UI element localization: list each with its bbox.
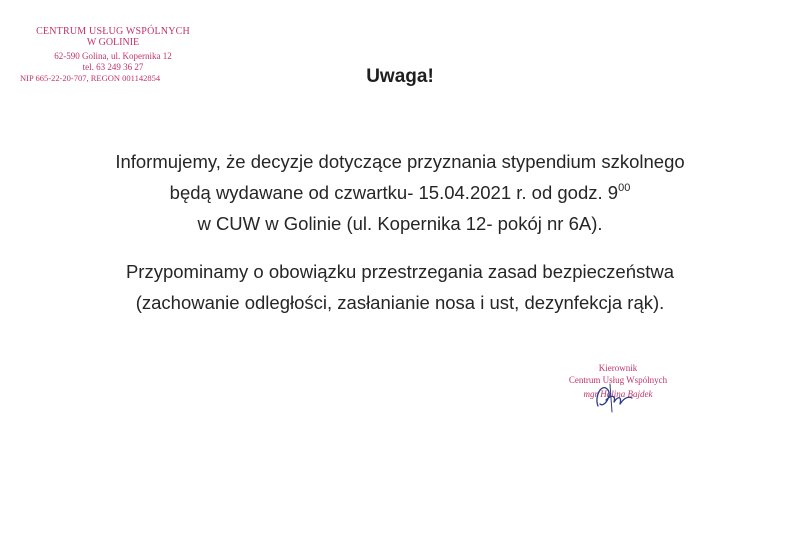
notice-time-superscript: 00 — [618, 182, 631, 194]
signature-stamp-person: mgr Halina Bajdek — [583, 389, 653, 399]
notice-line-2 — [40, 177, 760, 208]
stamp-tax-ids: NIP 665-22-20-707, REGON 001142854 — [20, 73, 161, 83]
notice-paragraph — [40, 146, 760, 239]
notice-line-1: Informujemy, że decyzje dotyczące przyznania stypendium szkolnego — [115, 151, 685, 172]
stamp-name: CENTRUM USŁUG WSPÓLNYCH — [36, 26, 190, 37]
reminder-paragraph — [40, 256, 760, 318]
notice-line-3: w CUW w Golinie (ul. Kopernika 12- pokój nr 6A). — [197, 213, 603, 234]
stamp-phone: tel. 63 249 36 27 — [82, 62, 144, 72]
stamp-location: W GOLINIE — [86, 37, 140, 48]
signature-stamp-unit: Centrum Usług Wspólnych — [568, 375, 668, 385]
reminder-line-1: Przypominamy o obowiązku przestrzegania zasad bezpieczeństwa — [125, 261, 675, 282]
notice-line-2-text: będą wydawane od czwartku- 15.04.2021 r. od godz. 9 — [169, 182, 619, 203]
signature-stamp-role: Kierownik — [598, 363, 638, 373]
page-title: Uwaga! — [366, 66, 434, 87]
stamp-address: 62-590 Golina, ul. Kopernika 12 — [54, 51, 172, 61]
reminder-line-2: (zachowanie odległości, zasłanianie nosa i ust, dezynfekcja rąk). — [135, 292, 665, 313]
handwritten-signature — [588, 376, 638, 416]
